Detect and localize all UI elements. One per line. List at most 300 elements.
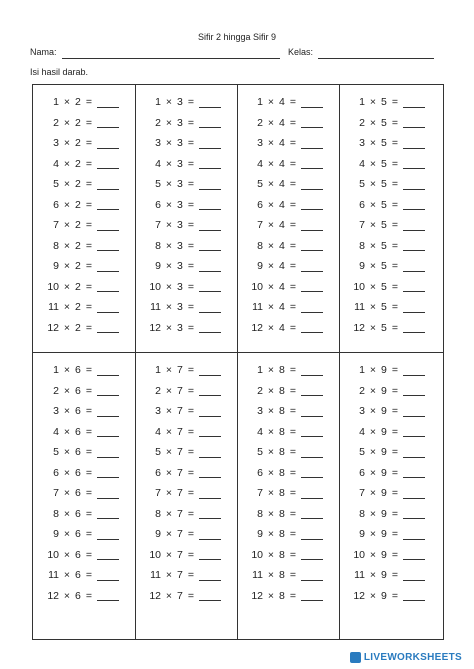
- multiplier: 8: [279, 548, 285, 561]
- equals-sign: =: [391, 321, 399, 334]
- times-sign: ×: [165, 96, 173, 109]
- table-row: [343, 463, 446, 484]
- times-sign: ×: [165, 405, 173, 418]
- table-row: [139, 360, 242, 381]
- table-row: [241, 360, 344, 381]
- times-table: [37, 92, 140, 338]
- table-row: [139, 215, 242, 236]
- multiplicand: 6: [257, 466, 263, 479]
- times-sign: ×: [369, 280, 377, 293]
- answer-blank[interactable]: [403, 138, 425, 149]
- table-row: [37, 401, 140, 422]
- table-row: [343, 442, 446, 463]
- equals-sign: =: [187, 446, 195, 459]
- answer-blank[interactable]: [403, 406, 425, 417]
- multiplier: 7: [177, 384, 183, 397]
- multiplicand: 10: [353, 280, 365, 293]
- answer-blank[interactable]: [301, 447, 323, 458]
- multiplier: 5: [381, 178, 387, 191]
- answer-blank[interactable]: [97, 138, 119, 149]
- times-sign: ×: [165, 301, 173, 314]
- multiplicand: 4: [155, 157, 161, 170]
- multiplier: 7: [177, 425, 183, 438]
- times-sign: ×: [369, 239, 377, 252]
- answer-blank[interactable]: [199, 365, 221, 376]
- equals-sign: =: [391, 548, 399, 561]
- equals-sign: =: [391, 425, 399, 438]
- equals-sign: =: [85, 280, 93, 293]
- times-sign: ×: [63, 178, 71, 191]
- answer-blank[interactable]: [403, 220, 425, 231]
- multiplier: 6: [75, 487, 81, 500]
- multiplier: 3: [177, 219, 183, 232]
- table-row: [139, 524, 242, 545]
- answer-blank[interactable]: [199, 467, 221, 478]
- equals-sign: =: [391, 280, 399, 293]
- times-sign: ×: [267, 425, 275, 438]
- answer-blank[interactable]: [403, 529, 425, 540]
- table-row: [139, 565, 242, 586]
- equals-sign: =: [85, 321, 93, 334]
- times-sign: ×: [369, 116, 377, 129]
- answer-blank[interactable]: [199, 549, 221, 560]
- times-sign: ×: [63, 466, 71, 479]
- equals-sign: =: [187, 528, 195, 541]
- multiplicand: 9: [53, 260, 59, 273]
- multiplicand: 5: [257, 178, 263, 191]
- answer-blank[interactable]: [301, 365, 323, 376]
- answer-blank[interactable]: [97, 508, 119, 519]
- answer-blank[interactable]: [199, 570, 221, 581]
- table-row: [241, 401, 344, 422]
- multiplicand: 8: [257, 507, 263, 520]
- answer-blank[interactable]: [97, 406, 119, 417]
- answer-blank[interactable]: [301, 570, 323, 581]
- answer-blank[interactable]: [403, 158, 425, 169]
- equals-sign: =: [391, 157, 399, 170]
- answer-blank[interactable]: [97, 529, 119, 540]
- table-row: [139, 483, 242, 504]
- multiplicand: 1: [155, 364, 161, 377]
- times-sign: ×: [267, 178, 275, 191]
- answer-blank[interactable]: [403, 240, 425, 251]
- equals-sign: =: [391, 446, 399, 459]
- equals-sign: =: [85, 425, 93, 438]
- table-row: [139, 422, 242, 443]
- table-row: [241, 256, 344, 277]
- answer-blank[interactable]: [403, 467, 425, 478]
- table-row: [241, 133, 344, 154]
- answer-blank[interactable]: [199, 488, 221, 499]
- times-sign: ×: [165, 466, 173, 479]
- table-row: [37, 113, 140, 134]
- answer-blank[interactable]: [97, 220, 119, 231]
- answer-blank[interactable]: [301, 220, 323, 231]
- equals-sign: =: [85, 260, 93, 273]
- equals-sign: =: [289, 239, 297, 252]
- times-sign: ×: [165, 116, 173, 129]
- times-sign: ×: [165, 219, 173, 232]
- table-row: [343, 297, 446, 318]
- answer-blank[interactable]: [403, 426, 425, 437]
- equals-sign: =: [187, 219, 195, 232]
- answer-blank[interactable]: [403, 261, 425, 272]
- equals-sign: =: [187, 548, 195, 561]
- table-row: [37, 154, 140, 175]
- answer-blank[interactable]: [97, 426, 119, 437]
- times-sign: ×: [267, 137, 275, 150]
- answer-blank[interactable]: [301, 508, 323, 519]
- answer-blank[interactable]: [301, 199, 323, 210]
- table-row: [241, 463, 344, 484]
- table-row: [139, 586, 242, 607]
- answer-blank[interactable]: [403, 179, 425, 190]
- multiplier: 8: [279, 528, 285, 541]
- answer-blank[interactable]: [199, 97, 221, 108]
- multiplier: 9: [381, 589, 387, 602]
- table-row: [343, 586, 446, 607]
- multiplier: 6: [75, 425, 81, 438]
- equals-sign: =: [187, 137, 195, 150]
- multiplier: 9: [381, 548, 387, 561]
- answer-blank[interactable]: [199, 199, 221, 210]
- answer-blank[interactable]: [199, 138, 221, 149]
- equals-sign: =: [289, 425, 297, 438]
- answer-blank[interactable]: [97, 365, 119, 376]
- multiplier: 2: [75, 96, 81, 109]
- answer-blank[interactable]: [301, 281, 323, 292]
- answer-blank[interactable]: [97, 570, 119, 581]
- times-sign: ×: [165, 487, 173, 500]
- answer-blank[interactable]: [199, 508, 221, 519]
- multiplier: 2: [75, 178, 81, 191]
- times-sign: ×: [267, 466, 275, 479]
- multiplier: 5: [381, 219, 387, 232]
- answer-blank[interactable]: [199, 281, 221, 292]
- multiplicand: 12: [149, 589, 161, 602]
- equals-sign: =: [289, 466, 297, 479]
- table-row: [37, 277, 140, 298]
- answer-blank[interactable]: [301, 467, 323, 478]
- table-row: [241, 236, 344, 257]
- table-row: [343, 381, 446, 402]
- times-sign: ×: [165, 384, 173, 397]
- table-row: [37, 504, 140, 525]
- table-row: [139, 113, 242, 134]
- multiplier: 4: [279, 321, 285, 334]
- answer-blank[interactable]: [199, 529, 221, 540]
- multiplier: 3: [177, 137, 183, 150]
- table-row: [241, 586, 344, 607]
- answer-blank[interactable]: [199, 447, 221, 458]
- answer-blank[interactable]: [199, 590, 221, 601]
- multiplicand: 2: [53, 116, 59, 129]
- multiplicand: 1: [257, 96, 263, 109]
- multiplier: 5: [381, 321, 387, 334]
- answer-blank[interactable]: [403, 385, 425, 396]
- table-row: [139, 174, 242, 195]
- name-label: Nama:: [30, 47, 57, 57]
- answer-blank[interactable]: [199, 385, 221, 396]
- table-row: [343, 483, 446, 504]
- table-row: [343, 422, 446, 443]
- answer-blank[interactable]: [97, 488, 119, 499]
- answer-blank[interactable]: [301, 406, 323, 417]
- name-field[interactable]: [62, 58, 280, 59]
- answer-blank[interactable]: [97, 549, 119, 560]
- times-sign: ×: [369, 446, 377, 459]
- times-sign: ×: [369, 198, 377, 211]
- equals-sign: =: [289, 548, 297, 561]
- class-field[interactable]: [318, 58, 434, 59]
- multiplier: 4: [279, 96, 285, 109]
- multiplicand: 9: [257, 528, 263, 541]
- multiplier: 4: [279, 137, 285, 150]
- times-sign: ×: [267, 157, 275, 170]
- answer-blank[interactable]: [199, 220, 221, 231]
- multiplicand: 6: [155, 198, 161, 211]
- answer-blank[interactable]: [97, 199, 119, 210]
- answer-blank[interactable]: [97, 385, 119, 396]
- answer-blank[interactable]: [97, 281, 119, 292]
- multiplier: 9: [381, 528, 387, 541]
- multiplier: 6: [75, 384, 81, 397]
- equals-sign: =: [187, 260, 195, 273]
- answer-blank[interactable]: [97, 447, 119, 458]
- answer-blank[interactable]: [97, 467, 119, 478]
- answer-blank[interactable]: [199, 117, 221, 128]
- answer-blank[interactable]: [301, 426, 323, 437]
- times-sign: ×: [63, 507, 71, 520]
- table-row: [37, 483, 140, 504]
- answer-blank[interactable]: [301, 179, 323, 190]
- equals-sign: =: [391, 487, 399, 500]
- table-row: [37, 318, 140, 339]
- table-row: [343, 524, 446, 545]
- table-row: [343, 277, 446, 298]
- equals-sign: =: [289, 446, 297, 459]
- multiplicand: 3: [155, 137, 161, 150]
- answer-blank[interactable]: [97, 179, 119, 190]
- multiplicand: 7: [155, 219, 161, 232]
- times-sign: ×: [369, 301, 377, 314]
- equals-sign: =: [289, 116, 297, 129]
- answer-blank[interactable]: [97, 261, 119, 272]
- multiplicand: 9: [257, 260, 263, 273]
- equals-sign: =: [391, 239, 399, 252]
- answer-blank[interactable]: [199, 322, 221, 333]
- times-sign: ×: [369, 569, 377, 582]
- answer-blank[interactable]: [301, 549, 323, 560]
- equals-sign: =: [85, 569, 93, 582]
- multiplier: 8: [279, 507, 285, 520]
- times-sign: ×: [165, 507, 173, 520]
- times-sign: ×: [165, 446, 173, 459]
- times-sign: ×: [63, 384, 71, 397]
- answer-blank[interactable]: [199, 158, 221, 169]
- answer-blank[interactable]: [97, 240, 119, 251]
- times-sign: ×: [63, 364, 71, 377]
- multiplicand: 5: [257, 446, 263, 459]
- answer-blank[interactable]: [403, 281, 425, 292]
- answer-blank[interactable]: [403, 590, 425, 601]
- equals-sign: =: [187, 198, 195, 211]
- answer-blank[interactable]: [199, 426, 221, 437]
- table-row: [139, 504, 242, 525]
- equals-sign: =: [391, 507, 399, 520]
- times-sign: ×: [267, 321, 275, 334]
- multiplier: 4: [279, 219, 285, 232]
- times-sign: ×: [165, 239, 173, 252]
- equals-sign: =: [391, 260, 399, 273]
- multiplier: 8: [279, 425, 285, 438]
- times-sign: ×: [369, 507, 377, 520]
- answer-blank[interactable]: [301, 117, 323, 128]
- multiplier: 3: [177, 239, 183, 252]
- answer-blank[interactable]: [301, 385, 323, 396]
- answer-blank[interactable]: [97, 97, 119, 108]
- multiplier: 9: [381, 569, 387, 582]
- multiplier: 7: [177, 487, 183, 500]
- times-sign: ×: [369, 589, 377, 602]
- times-sign: ×: [63, 589, 71, 602]
- answer-blank[interactable]: [199, 406, 221, 417]
- times-sign: ×: [369, 219, 377, 232]
- answer-blank[interactable]: [97, 302, 119, 313]
- times-sign: ×: [63, 157, 71, 170]
- multiplier: 5: [381, 280, 387, 293]
- answer-blank[interactable]: [199, 261, 221, 272]
- multiplicand: 6: [155, 466, 161, 479]
- multiplier: 2: [75, 116, 81, 129]
- multiplier: 3: [177, 96, 183, 109]
- multiplicand: 2: [257, 116, 263, 129]
- answer-blank[interactable]: [301, 590, 323, 601]
- answer-blank[interactable]: [403, 322, 425, 333]
- answer-blank[interactable]: [301, 261, 323, 272]
- table-row: [343, 174, 446, 195]
- multiplier: 9: [381, 364, 387, 377]
- answer-blank[interactable]: [199, 179, 221, 190]
- multiplicand: 3: [53, 137, 59, 150]
- answer-blank[interactable]: [403, 199, 425, 210]
- equals-sign: =: [289, 507, 297, 520]
- answer-blank[interactable]: [301, 97, 323, 108]
- equals-sign: =: [187, 405, 195, 418]
- times-sign: ×: [267, 405, 275, 418]
- answer-blank[interactable]: [301, 138, 323, 149]
- equals-sign: =: [289, 528, 297, 541]
- answer-blank[interactable]: [301, 529, 323, 540]
- multiplicand: 6: [359, 466, 365, 479]
- table-row: [139, 133, 242, 154]
- equals-sign: =: [187, 589, 195, 602]
- multiplicand: 1: [53, 96, 59, 109]
- multiplicand: 10: [47, 280, 59, 293]
- table-row: [139, 277, 242, 298]
- answer-blank[interactable]: [97, 590, 119, 601]
- table-row: [37, 545, 140, 566]
- class-label: Kelas:: [288, 47, 314, 57]
- multiplicand: 12: [149, 321, 161, 334]
- multiplier: 5: [381, 137, 387, 150]
- times-sign: ×: [267, 239, 275, 252]
- answer-blank[interactable]: [97, 322, 119, 333]
- table-row: [139, 318, 242, 339]
- answer-blank[interactable]: [199, 240, 221, 251]
- answer-blank[interactable]: [403, 97, 425, 108]
- table-row: [343, 215, 446, 236]
- times-sign: ×: [63, 219, 71, 232]
- multiplicand: 10: [47, 548, 59, 561]
- multiplier: 3: [177, 178, 183, 191]
- answer-blank[interactable]: [301, 322, 323, 333]
- multiplier: 4: [279, 178, 285, 191]
- multiplicand: 4: [359, 157, 365, 170]
- answer-blank[interactable]: [403, 549, 425, 560]
- answer-blank[interactable]: [403, 488, 425, 499]
- equals-sign: =: [85, 466, 93, 479]
- answer-blank[interactable]: [199, 302, 221, 313]
- multiplier: 5: [381, 239, 387, 252]
- times-sign: ×: [369, 260, 377, 273]
- multiplicand: 7: [359, 487, 365, 500]
- table-row: [139, 92, 242, 113]
- answer-blank[interactable]: [403, 508, 425, 519]
- equals-sign: =: [85, 384, 93, 397]
- multiplicand: 12: [251, 321, 263, 334]
- table-row: [343, 236, 446, 257]
- times-sign: ×: [165, 157, 173, 170]
- times-sign: ×: [369, 321, 377, 334]
- times-sign: ×: [165, 178, 173, 191]
- times-sign: ×: [369, 487, 377, 500]
- answer-blank[interactable]: [403, 365, 425, 376]
- answer-blank[interactable]: [97, 158, 119, 169]
- times-sign: ×: [63, 280, 71, 293]
- equals-sign: =: [85, 239, 93, 252]
- multiplicand: 5: [155, 178, 161, 191]
- answer-blank[interactable]: [301, 302, 323, 313]
- answer-blank[interactable]: [403, 117, 425, 128]
- multiplier: 8: [279, 446, 285, 459]
- times-sign: ×: [63, 301, 71, 314]
- multiplier: 8: [279, 364, 285, 377]
- answer-blank[interactable]: [403, 570, 425, 581]
- multiplicand: 5: [53, 178, 59, 191]
- multiplicand: 6: [359, 198, 365, 211]
- answer-blank[interactable]: [301, 158, 323, 169]
- answer-blank[interactable]: [301, 488, 323, 499]
- footer-brand: LIVEWORKSHEETS: [363, 652, 462, 663]
- answer-blank[interactable]: [301, 240, 323, 251]
- times-sign: ×: [369, 528, 377, 541]
- table-row: [343, 545, 446, 566]
- multiplier: 3: [177, 157, 183, 170]
- answer-blank[interactable]: [403, 302, 425, 313]
- multiplicand: 10: [353, 548, 365, 561]
- answer-blank[interactable]: [97, 117, 119, 128]
- answer-blank[interactable]: [403, 447, 425, 458]
- multiplicand: 4: [53, 157, 59, 170]
- equals-sign: =: [187, 425, 195, 438]
- multiplier: 6: [75, 589, 81, 602]
- table-row: [343, 195, 446, 216]
- multiplier: 3: [177, 116, 183, 129]
- times-sign: ×: [369, 178, 377, 191]
- equals-sign: =: [187, 280, 195, 293]
- multiplicand: 11: [48, 301, 59, 314]
